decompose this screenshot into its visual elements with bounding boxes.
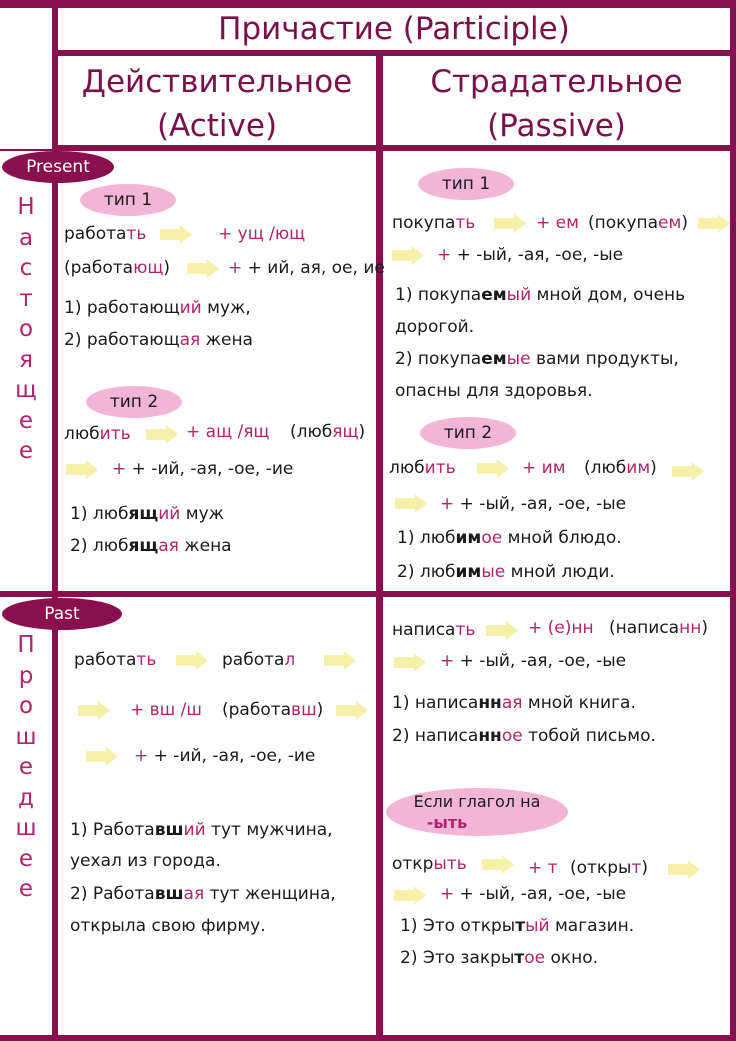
- passive-header-en: (Passive): [487, 108, 626, 144]
- endings-rule: + + -ий, -ая, -ое, -ие: [134, 746, 316, 766]
- example-line: 2) Это закрытое окно.: [400, 948, 599, 968]
- verb-line: покупать: [392, 213, 476, 233]
- verb-line: написать: [392, 620, 476, 640]
- participle-line: (работающ): [64, 258, 171, 278]
- suffix-rule: + вш /ш: [130, 700, 202, 720]
- endings-rule: + + -ый, -ая, -ое, -ые: [440, 651, 627, 671]
- verb-line: работать: [64, 224, 147, 244]
- verb-line: любить: [64, 424, 131, 444]
- example-line: 1) Работавший тут мужчина,: [70, 820, 333, 840]
- participle-line: (любящ): [290, 422, 366, 442]
- suffix-rule: + ущ /ющ: [218, 224, 306, 244]
- endings-rule: + + -ый, -ая, -ое, -ые: [440, 884, 627, 904]
- example-line: 1) написанная мной книга.: [392, 693, 636, 713]
- example-line: 1) работающий муж,: [64, 298, 251, 318]
- example-line: 2) написанное тобой письмо.: [392, 726, 656, 746]
- page-title: Причастие (Participle): [218, 11, 570, 47]
- active-header-en: (Active): [156, 108, 278, 144]
- example-line: уехал из города.: [70, 851, 221, 871]
- left-margin-top: [0, 8, 52, 149]
- note-line-1: Если глагол на: [413, 792, 541, 811]
- verb-line: открыть: [392, 854, 467, 874]
- participle-line: (покупаем): [588, 213, 688, 233]
- participle-line: (любим): [584, 458, 657, 478]
- example-line: 1) любящий муж: [70, 504, 224, 524]
- example-line: 2) любимые мной люди.: [397, 562, 615, 582]
- example-line: опасны для здоровья.: [395, 381, 593, 401]
- suffix-rule: + им: [522, 458, 566, 478]
- example-line: дорогой.: [395, 317, 475, 337]
- past-vertical-label: П р о ш е д ш е е: [15, 632, 37, 902]
- endings-rule: + + -ий, -ая, -ое, -ие: [112, 459, 294, 479]
- example-line: 2) любящая жена: [70, 536, 232, 556]
- yt-verb-note: [386, 788, 568, 836]
- passive-header-ru: Страдательное: [430, 64, 683, 100]
- active-header-ru: Действительное: [81, 64, 353, 100]
- verb-line: работать: [74, 650, 157, 670]
- type2-badge-active: тип 2: [86, 386, 182, 418]
- endings-rule: + + ий, ая, ое, ие: [228, 258, 385, 278]
- example-line: 2) покупаемые вами продукты,: [395, 349, 679, 369]
- endings-rule: + + -ый, -ая, -ое, -ые: [437, 245, 624, 265]
- type2-badge-passive: тип 2: [420, 417, 516, 449]
- example-line: 2) работающая жена: [64, 330, 253, 350]
- example-line: 1) Это открытый магазин.: [400, 916, 635, 936]
- type1-badge-passive: тип 1: [418, 168, 514, 200]
- example-line: 1) любимое мной блюдо.: [397, 528, 622, 548]
- endings-rule: + + -ый, -ая, -ое, -ые: [440, 494, 627, 514]
- past-form-line: работал: [222, 650, 296, 670]
- suffix-rule: + ащ /ящ: [186, 422, 270, 442]
- example-line: открыла свою фирму.: [70, 916, 266, 936]
- verb-line: любить: [389, 458, 456, 478]
- active-header: [58, 60, 376, 148]
- example-line: 1) покупаемый мной дом, очень: [395, 285, 686, 305]
- suffix-rule: + т: [528, 858, 558, 878]
- past-label: Past: [2, 598, 122, 630]
- participle-line: (написанн): [609, 618, 708, 638]
- participle-line: (открыт): [570, 858, 648, 878]
- suffix-rule: + ем: [536, 213, 579, 233]
- type1-badge-active: тип 1: [80, 184, 176, 216]
- suffix-rule: + (е)нн: [528, 618, 594, 638]
- present-vertical-label: Н а с т о я щ е е: [15, 194, 37, 464]
- participle-line: (работавш): [222, 700, 324, 720]
- note-line-2: -ыть: [426, 813, 468, 832]
- passive-header: [383, 60, 730, 148]
- example-line: 2) Работавшая тут женщина,: [70, 884, 336, 904]
- present-label: Present: [2, 151, 114, 183]
